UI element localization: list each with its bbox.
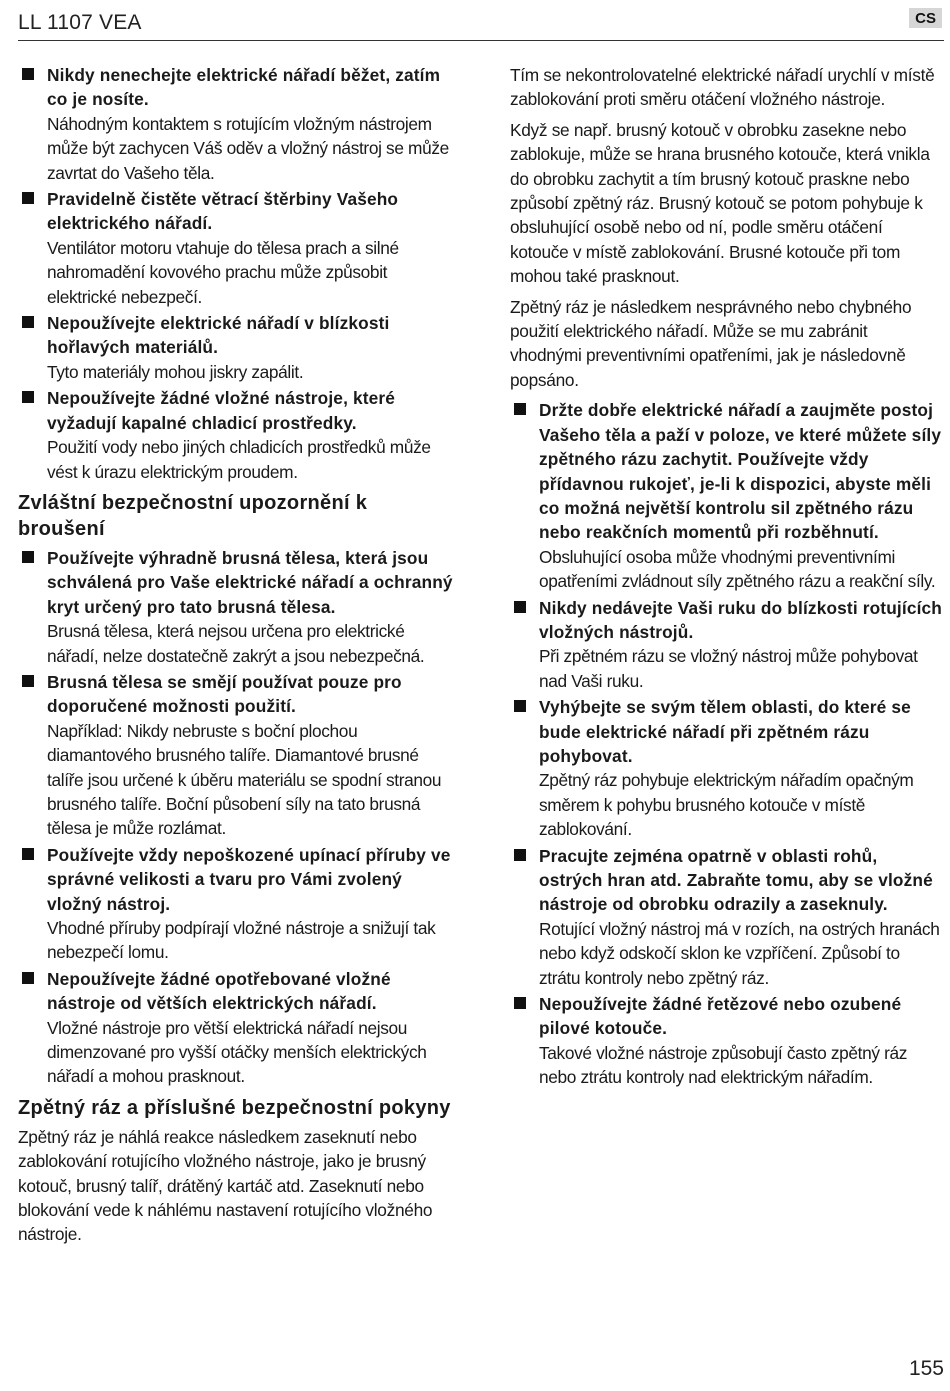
item-text: Zpětný ráz pohybuje elektrickým nářadím opačným směrem k pohybu brusného kotouče v místě zablokování. (539, 770, 914, 840)
safety-item (510, 844, 942, 990)
safety-item (18, 187, 453, 309)
body-paragraph: Tím se nekontrolovatelné elektrické nářadí urychlí v místě zablokování proti směru otáčení vložného nástroje. (510, 65, 935, 110)
right-column (510, 63, 942, 1092)
square-bullet-icon (514, 403, 526, 415)
safety-item (18, 386, 453, 484)
item-text: Takové vložné nástroje způsobují často zpětný ráz nebo ztrátu kontroly nad elektrickým nářadím. (539, 1042, 908, 1088)
item-title: Nikdy nedávejte Vaši ruku do blízkosti rotujících vložných nástrojů. (539, 597, 943, 642)
item-title: Používejte vždy nepoškozené upínací příruby ve správné velikosti a tvaru pro Vámi zvolený vložný nástroj. (47, 844, 451, 914)
safety-item (18, 843, 453, 965)
item-title: Pravidelně čistěte větrací štěrbiny Vašeho elektrického nářadí. (47, 189, 399, 234)
safety-item (18, 546, 453, 668)
item-text: Použití vody nebo jiných chladicích prostředků může vést k úrazu elektrickým proudem. (47, 437, 431, 482)
item-text: Vložné nástroje pro větší elektrická nářadí nejsou dimenzované pro vyšší otáčky menších elektrických nářadí a mohou prasknout. (47, 1017, 427, 1087)
item-text: Rotující vložný nástroj má v rozích, na ostrých hranách nebo když odskočí sklon ke vzpříčení. Způsobí to ztrátu kontroly nebo zpětný ráz. (539, 918, 940, 988)
item-text: Obsluhující osoba může vhodnými preventivními opatřeními zvládnout síly zpětného rázu a reakční síly. (539, 546, 936, 592)
item-title: Brusná tělesa se smějí používat pouze pro doporučené možnosti použití. (47, 671, 402, 717)
square-bullet-icon (514, 997, 526, 1009)
section-heading: Zpětný ráz a příslušné bezpečnostní pokyny (18, 1096, 451, 1119)
item-title: Vyhýbejte se svým tělem oblasti, do které se bude elektrické nářadí při zpětném rázu pohybovat. (539, 697, 911, 766)
safety-item (18, 967, 453, 1089)
item-title: Používejte výhradně brusná tělesa, která jsou schválená pro Vaše elektrické nářadí a ochranný kryt určený pro tato brusná tělesa. (47, 547, 453, 617)
page-number: 155 (908, 1357, 944, 1380)
safety-item (510, 596, 942, 694)
item-title: Nepoužívejte žádné opotřebované vložné nástroje od větších elektrických nářadí. (47, 968, 391, 1014)
item-text: Brusná tělesa, která nejsou určena pro elektrické nářadí, nelze dostatečně zakrýt a jsou nebezpečná. (47, 621, 425, 666)
safety-item (510, 695, 942, 841)
body-paragraph: Když se např. brusný kotouč v obrobku zasekne nebo zablokuje, může se hrana brusného kotouče, která vnikla do obrobku zachytit a tím brusný kotouč praskne nebo způsobí zpětný ráz. Brusný kotouč se potom pohybuje k obsluhující osobě nebo od ní, podle směru otáčení kotouče v místě zablokování. Brusné kotouče při tom mohou také prasknout. (510, 119, 930, 287)
square-bullet-icon (22, 972, 34, 984)
item-text: Tyto materiály mohou jiskry zapálit. (47, 361, 304, 382)
square-bullet-icon (22, 68, 34, 80)
safety-item (510, 398, 942, 593)
square-bullet-icon (514, 849, 526, 861)
document-title: LL 1107 VEA (18, 11, 142, 34)
square-bullet-icon (22, 192, 34, 204)
square-bullet-icon (514, 700, 526, 712)
safety-item (18, 311, 453, 384)
section-heading: Zvláštní bezpečnostní upozornění k broušení (18, 491, 368, 540)
language-badge: CS (909, 8, 942, 28)
square-bullet-icon (22, 316, 34, 328)
item-title: Nepoužívejte elektrické nářadí v blízkosti hořlavých materiálů. (47, 313, 390, 358)
square-bullet-icon (22, 848, 34, 860)
safety-item (18, 63, 453, 185)
square-bullet-icon (514, 601, 526, 613)
safety-item (18, 670, 453, 841)
item-text: Například: Nikdy nebruste s boční plochou diamantového brusného talíře. Diamantové brusné talíře jsou určené k úběru materiálu se spodní stranou brusného talíře. Boční působení síly na tato brusná tělesa je může rozlámat. (47, 720, 442, 839)
item-title: Nepoužívejte žádné vložné nástroje, které vyžadují kapalné chladicí prostředky. (47, 388, 396, 433)
item-text: Náhodným kontaktem s rotujícím vložným nástrojem může být zachycen Váš oděv a vložný nástroj se může zavrtat do Vašeho těla. (47, 113, 449, 183)
item-text: Ventilátor motoru vtahuje do tělesa prach a silné nahromadění kovového prachu může způsobit elektrické nebezpečí. (47, 237, 399, 307)
safety-item (510, 992, 942, 1090)
item-text: Vhodné příruby podpírají vložné nástroje a snižují tak nebezpečí lomu. (47, 918, 436, 963)
item-text: Při zpětném rázu se vložný nástroj může pohybovat nad Vaši ruku. (539, 646, 918, 691)
item-title: Držte dobře elektrické nářadí a zaujměte postoj Vašeho těla a paží v poloze, ve které můžete síly zpětného rázu zachytit. Používejte vždy přídavnou rukojeť, je-li k dispozici, abyste měli co možná největší kontrolu sil zpětného rázu nebo reakčních momentů při rozběhnutí. (539, 400, 942, 543)
item-title: Nikdy nenechejte elektrické nářadí běžet, zatím co je nosíte. (47, 65, 441, 110)
square-bullet-icon (22, 391, 34, 403)
item-title: Nepoužívejte žádné řetězové nebo ozubené pilové kotouče. (539, 994, 902, 1039)
header-divider (18, 40, 944, 41)
left-column (18, 63, 453, 1253)
body-paragraph: Zpětný ráz je následkem nesprávného nebo chybného použití elektrického nářadí. Může se mu zabránit vhodnými preventivními opatřeními, jak je následovně popsáno. (510, 296, 912, 390)
body-paragraph: Zpětný ráz je náhlá reakce následkem zaseknutí nebo zablokování rotujícího vložného nástroje, jako je brusný kotouč, brusný talíř, drátěný kartáč atd. Zaseknutí nebo blokování vede k náhlému nastavení rotujícího vložného nástroje. (18, 1126, 433, 1245)
square-bullet-icon (22, 675, 34, 687)
item-title: Pracujte zejména opatrně v oblasti rohů, ostrých hran atd. Zabraňte tomu, aby se vložné nástroje od obrobku odrazily a zaseknuly. (539, 845, 933, 915)
square-bullet-icon (22, 551, 34, 563)
